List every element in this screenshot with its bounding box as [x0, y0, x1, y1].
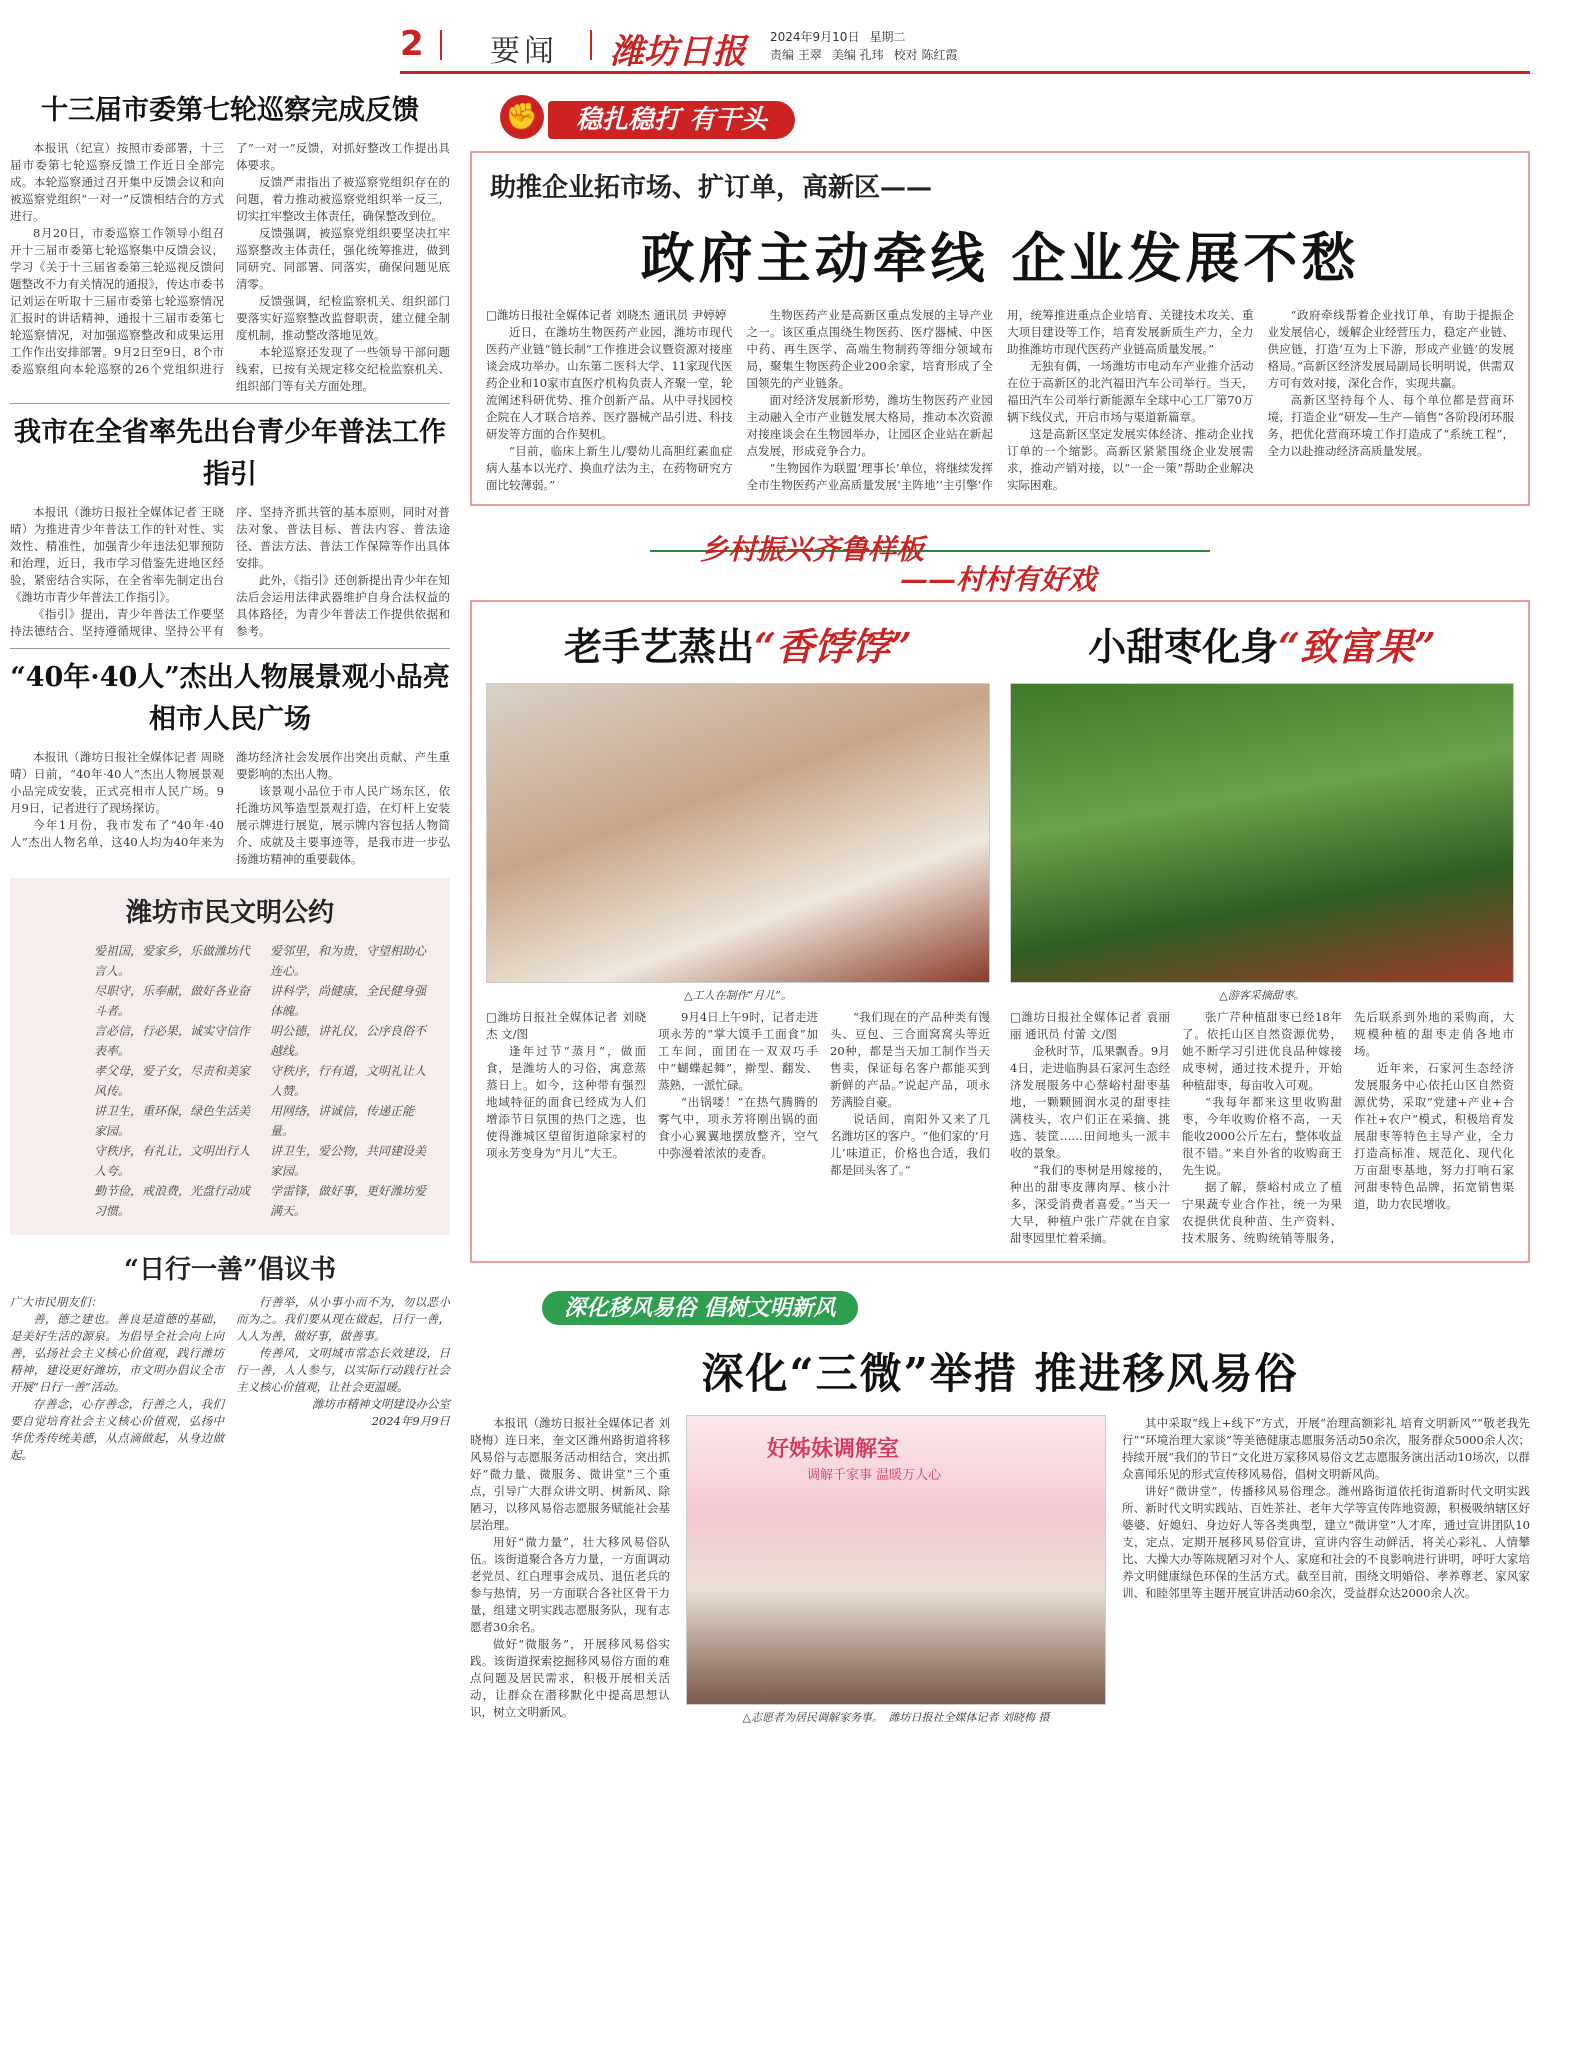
feature3-banner — [470, 1277, 1530, 1337]
pact-line: 守秩序，有礼让，文明出行人人夸。 — [94, 1144, 251, 1178]
designer-credit: 美编 孔玮 — [831, 48, 884, 62]
left-column — [10, 90, 450, 1464]
paragraph: 反馈强调，纪检监察机关、组织部门要落实好巡察整改监督职责，建立健全制度机制，推动整改落地见效。 — [236, 294, 450, 342]
paragraph: 广大市民朋友们： — [10, 1295, 102, 1309]
pact-line: 讲卫生，重环保，绿色生活美家园。 — [94, 1104, 251, 1138]
paragraph: 其中采取“线上+线下”方式，开展“治理高额彩礼 培育文明新风”“敬老我先行”“环境治理大家谈”等美德健康志愿服务活动50余次，服务群众5000余人次；持续开展“我们的节日”文化进万家移风易俗文艺志愿服务演出活动10场次，以群众喜闻乐见的形式宣传移风易俗，倡树文明新风尚。 — [1122, 1416, 1530, 1481]
pact-line: 守秩序，行有道，文明礼让人人赞。 — [270, 1064, 427, 1098]
photo-caption — [686, 1709, 1106, 1725]
headline: 政府主动牵线 企业发展不愁 — [640, 226, 1360, 290]
paragraph: 行善举，从小事小而不为，勿以恶小而为之。我们要从现在做起，日行一善，人人为善，做好事，做善事。 — [236, 1295, 450, 1343]
page-number: 2 — [400, 24, 424, 64]
masthead-divider — [590, 30, 592, 60]
paragraph: 高新区坚持每个人、每个单位都是营商环境，打造企业“研发—生产—销售”各阶段闭环服务，把优化营商环境工作打造成了“系统工程”，全力以赴推动经济高质量发展。 — [1267, 393, 1514, 458]
pact-line: 用网络，讲诚信，传递正能量。 — [270, 1104, 415, 1138]
paragraph: 反馈严肃指出了被巡察党组织存在的问题，着力推动被巡察党组织举一反三，切实扛牢整改主体责任，确保整改到位。 — [236, 175, 450, 223]
masthead-divider — [440, 30, 442, 60]
photo-credit: 潍坊日报社全媒体记者 刘晓梅 摄 — [888, 1711, 1050, 1724]
initiative-title: “日行一善”倡议书 — [124, 1255, 336, 1285]
issue-date: 2024年9月10日 — [770, 30, 860, 44]
paragraph: “我们的枣树是用嫁接的，种出的甜枣皮薄肉厚、核小汁多，深受消费者喜爱。”当天一大早，种植户张广芹就在自家甜枣园里忙着采摘。 — [1010, 1163, 1170, 1245]
feature3-photo-block — [686, 1415, 1106, 1725]
pact-line: 言必信，行必果，诚实守信作表率。 — [94, 1024, 251, 1058]
civil-pact-box — [10, 878, 450, 1235]
issue-weekday: 星期二 — [869, 30, 906, 44]
byline: □潍坊日报社全媒体记者 刘晓杰 文/图 — [486, 1010, 646, 1041]
paragraph: 善，德之建也。善良是道德的基础，是美好生活的源泉。为倡导全社会向上向善，弘扬社会主义核心价值观，践行潍坊精神，建设更好潍坊，市文明办倡议全市开展“日行一善”活动。 — [10, 1312, 224, 1394]
article-title: 十三届市委第七轮巡察完成反馈 — [41, 95, 419, 126]
paragraph: 说话间，南阳外又来了几名潍坊区的客户。“他们家的‘月儿’味道正，价格也合适，我们都是回头客了。” — [830, 1112, 990, 1177]
editor-credit: 责编 王翠 — [770, 48, 822, 62]
paragraph: 近年来，石家河生态经济发展服务中心依托山区自然资源优势，采取“党建+产业+合作社+农户”模式，积极培育发展甜枣等特色主导产业，全力打造高标准、规范化、现代化万亩甜枣基地，努力打响石家河甜枣特色品牌，拓宽销售渠道，助力农民增收。 — [1354, 1061, 1514, 1211]
paragraph: “出锅喽！”在热气腾腾的雾气中，项永芳将刚出锅的面食小心翼翼地摆放整齐，空气中弥漫着浓浓的麦香。 — [658, 1095, 818, 1160]
divider — [10, 648, 450, 649]
divider — [10, 403, 450, 404]
paragraph: 本报讯（潍坊日报社全媒体记者 王晓晴）为推进青少年普法工作的针对性、实效性、精准性，加强青少年违法犯罪预防和治理，近日，我市学习借鉴先进地区经验，紧密结合实际，在全省率先制定出台《潍坊市青少年普法工作指引》。 — [10, 505, 224, 604]
paragraph: 8月20日，市委巡察工作领导小组召开十三届市委第七轮巡察集中反馈会议，学习《关于十三届省委第三轮巡视反馈问题整改不力有关情况的通报》，传达市委书记刘运在听取十三届市委第七轮巡察情况汇报时的讲话精神，通报十三届市委第七轮巡察情况，对加强巡察整改和成果运用工作作出安排部署。9月2日至9日，8个市委巡察组向本轮巡察的26个党组织进行了“一对一”反馈，对抓好整改工作提出具体要求。 — [10, 141, 450, 376]
pact-line: 爱祖国，爱家乡，乐做潍坊代言人。 — [94, 944, 251, 978]
paper-name: 潍坊日报 — [610, 32, 746, 72]
fist-icon: ✊ — [500, 95, 544, 139]
article-body-left — [470, 1415, 670, 1725]
feature3-content — [470, 1415, 1530, 1725]
sub-article-title — [486, 616, 990, 671]
byline: □潍坊日报社全媒体记者 刘晓杰 通讯员 尹婷婷 — [486, 308, 727, 322]
paragraph: 传善风，文明城市常态长效建设，日行一善，人人参与，以实际行动践行社会主义核心价值观，让社会更温暖。 — [236, 1346, 450, 1394]
title-prefix: 老手艺蒸出 — [564, 624, 755, 669]
civil-pact-title: 潍坊市民文明公约 — [125, 898, 334, 928]
paragraph: “目前，临床上新生儿/婴幼儿高胆红素血症病人基本以光疗、换血疗法为主，在药物研究方面比较薄弱。” — [486, 444, 733, 492]
paragraph: 近日，在潍坊生物医药产业园，潍坊市现代医药产业链“链长制”工作推进会议暨资源对接座谈会成功举办。山东第二医科大学、11家现代医药企业和10家市直医疗机构负责人齐聚一堂，轮流阐述科研优势、推介创新产品、从中寻找园校企院在人才联合培养、医疗器械产品引进、科技研发等方面的合作契机。 — [486, 325, 733, 441]
sub-article-title — [1010, 616, 1514, 671]
paragraph: 9月4日上午9时，记者走进项永芳的“掌大馍手工面食”加工车间，面团在一双双巧手中“蝴蝶起舞”，擀型、翻发、蒸熟，一派忙碌。 — [658, 1010, 818, 1092]
paragraph: “生物园作为联盟‘理事长’单位，将继续发挥全市生物医药产业高质量发展‘主阵地’‘主引擎’作用，统筹推进重点企业培育、关键技术攻关、重大项目建设等工作，培育发展新质生产力，全力助推潍坊市现代医药产业链高质量发展。” — [746, 308, 1254, 492]
byline: □潍坊日报社全媒体记者 袁丽丽 通讯员 付蕾 文/图 — [1010, 1010, 1170, 1041]
paragraph: 无独有偶，一场潍坊市电动车产业推介活动在位于高新区的北汽福田汽车公司举行。当天，福田汽车公司举行新能源车全球中心工厂第70万辆下线仪式，开启市场与渠道新篇章。 — [1007, 359, 1254, 424]
paragraph: 本报讯（潍坊日报社全媒体记者 刘晓梅）连日来，奎文区潍州路街道将移风易俗与志愿服务活动相结合，突出抓好“微力量、微服务、微讲堂”三个重点，引导广大群众讲文明、树新风、除陋习，以移风易俗志愿服务赋能社会基层治理。 — [470, 1416, 670, 1532]
paragraph: “我们现在的产品种类有馒头、豆包、三合面窝窝头等近20种，都是当天加工制作当天售卖，保证每名客户都能买到新鲜的产品。”说起产品，项永芳满脸自豪。 — [830, 1010, 990, 1109]
sub-article-right — [1010, 616, 1514, 1247]
pact-line: 勤节俭，戒浪费，光盘行动成习惯。 — [94, 1184, 251, 1218]
paragraph: 该景观小品位于市人民广场东区，依托潍坊风筝造型景观打造，在灯杆上安装展示牌进行展览，展示牌内容包括人物简介、成就及主要事迹等，是我市进一步弘扬潍坊精神的重要载体。 — [236, 784, 450, 866]
paragraph: “政府牵线帮着企业找订单，有助于提振企业发展信心，缓解企业经营压力，稳定产业链、供应链，打造‘互为上下游，形成产业链’的发展格局。”高新区经济发展局副局长明明说，供需双方可有效对接，深化合作，实现共赢。 — [1267, 308, 1514, 390]
article-body — [10, 749, 450, 868]
paragraph: 讲好“微讲堂”，传播移风易俗理念。潍州路街道依托街道新时代文明实践所、新时代文明实践站、百姓茶社、老年大学等宣传阵地资源，积极吸纳辖区好婆婆、好媳妇、身边好人等各类典型，建立“微讲堂”人才库，通过宣讲团队10支，定点、定期开展移风易俗宣讲，宣讲内容生动鲜活，将关心彩礼、人情攀比、大操大办等陈规陋习对个人、家庭和社会的不良影响进行讲明，呼吁大家培养文明健康绿色环保的生活方式。截至目前，围绕文明婚俗、孝养尊老、家风家训、和睦邻里等主题开展宣讲活动60余次，受益群众达2000余人次。 — [1122, 1484, 1530, 1600]
workers-photo — [486, 683, 990, 983]
paragraph: 本轮巡察还发现了一些领导干部问题线索，已按有关规定移交纪检监察机关、组织部门等有关方面处理。 — [236, 345, 450, 393]
right-column — [470, 95, 1530, 1725]
pact-line: 爱邻里，和为贵，守望相助心连心。 — [270, 944, 427, 978]
paragraph: 据了解，蔡峪村成立了植宁果蔬专业合作社，统一为果农提供优良种苗、生产资料、技术服务、统购统销等服务，先后联系到外地的采购商，大规模种植的甜枣走俏各地市场。 — [1182, 1010, 1514, 1245]
title-highlight: “致富果” — [1278, 624, 1436, 669]
feature-banner — [470, 95, 1530, 145]
paragraph: 本报讯（潍坊日报社全媒体记者 周晓晴）日前，“40年·40人”杰出人物展景观小品完成安装，正式亮相市人民广场。9月9日，记者进行了现场探访。 — [10, 750, 224, 815]
paragraph: 今年1月份，我市发布了“40年·40人”杰出人物名单，这40人均为40年来为潍坊经济社会发展作出突出贡献、产生重要影响的杰出人物。 — [10, 750, 450, 849]
article-title: “40年·40人”杰出人物展景观小品亮相市人民广场 — [10, 662, 450, 735]
paragraph: 《指引》提出，青少年普法工作要坚持法德结合、坚持遵循规律、坚持公平有序、坚持齐抓共管的基本原则，同时对普法对象、普法目标、普法内容、普法途径、普法方法、普法工作保障等作出具体安排。 — [10, 505, 450, 638]
pact-line: 孝父母，爱子女，尽责和美家风传。 — [94, 1064, 251, 1098]
article-body — [10, 140, 450, 395]
orchard-photo — [1010, 683, 1514, 983]
photo-sign-text: 好姊妹调解室 — [767, 1436, 900, 1462]
paragraph: 面对经济发展新形势，潍坊生物医药产业园主动融入全市产业链发展大格局，推动本次资源对接座谈会在生物园举办，让园区企业站在新起点发展，形成竞争合力。 — [746, 393, 993, 458]
feature2-box — [470, 600, 1530, 1263]
section-name: 要闻 — [490, 34, 558, 69]
pact-line: 讲卫生，爱公物，共同建设美家园。 — [270, 1144, 427, 1178]
title-highlight: “香饽饽” — [754, 624, 912, 669]
initiative-signature: 潍坊市精神文明建设办公室 — [312, 1397, 450, 1411]
initiative-date: 2024年9月9日 — [371, 1414, 450, 1428]
proofreader-credit: 校对 陈红霞 — [893, 48, 958, 62]
kicker: 助推企业拓市场、扩订单，高新区—— — [490, 173, 933, 203]
article-body — [1010, 1009, 1514, 1247]
photo-caption: △游客采摘甜枣。 — [1219, 989, 1305, 1002]
paragraph: 金秋时节，瓜果飘香。9月4日，走进临朐县石家河生态经济发展服务中心蔡峪村甜枣基地，一颗颗圆润水灵的甜枣挂满枝头，农户们正在采摘、挑选、装筐……田间地头一派丰收的景象。 — [1010, 1044, 1170, 1160]
photo-caption: △工人在制作“月儿”。 — [684, 989, 792, 1002]
paragraph: 这是高新区坚定发展实体经济、推动企业找订单的一个缩影。高新区紧紧围绕企业发展需求，推动产销对接，以“一企一策”帮助企业解决实际困难。 — [1007, 427, 1254, 492]
pact-line: 讲科学，尚健康，全民健身强体魄。 — [270, 984, 427, 1018]
paragraph: 存善念，心存善念，行善之人，我们要自觉培育社会主义核心价值观，弘扬中华优秀传统美德，从点滴做起，从身边做起。 — [10, 1397, 224, 1462]
paragraph: 本报讯（纪宣）按照市委部署，十三届市委第七轮巡察反馈工作近日全部完成。本轮巡察通过召开集中反馈会议和向被巡察党组织“一对一”反馈相结合的方式进行。 — [10, 141, 224, 223]
banner-label: 稳扎稳打 有干头 — [548, 101, 795, 139]
paragraph: 反馈强调，被巡察党组织要坚决扛牢巡察整改主体责任，强化统筹推进，做到同研究、同部署、同落实，确保问题见底清零。 — [236, 226, 450, 291]
paragraph: 生物医药产业是高新区重点发展的主导产业之一。该区重点围绕生物医药、医疗器械、中医中药、再生医学、高端生物制药等细分领域布局，聚集生物医药企业200余家，培育形成了全国领先的产业链条。 — [746, 308, 993, 390]
article-body — [486, 1009, 990, 1179]
masthead-meta — [770, 28, 967, 64]
banner-main-label: 乡村振兴齐鲁样板 — [700, 533, 925, 566]
headline: 深化“三微”举措 推进移风易俗 — [701, 1349, 1299, 1398]
article-body — [10, 504, 450, 640]
paragraph: 逢年过节“蒸月”，做面食，是潍坊人的习俗，寓意蒸蒸日上。如今，这种带有强烈地域特征的面食已经成为人们增添节日氛围的热门之选，也使得潍城区望留街道除家村的项永芳变身为“月儿”大王。 — [486, 1044, 646, 1160]
civil-pact-lines — [24, 941, 436, 1221]
article-title: 我市在全省率先出台青少年普法工作指引 — [14, 417, 446, 490]
paragraph: “我每年都来这里收购甜枣，今年收购价格不高，一天能收2000公斤左右，整体收益很不错。”来自外省的收购商王先生说。 — [1182, 1095, 1342, 1177]
caption-text: △志愿者为居民调解家务事。 — [742, 1711, 878, 1724]
feature2-banner — [470, 520, 1530, 600]
paragraph: 张广芹种植甜枣已经18年了。依托山区自然资源优势，她不断学习引进优良品种嫁接成枣树，通过技术提升，开始种植甜枣，每亩收入可观。 — [1182, 1010, 1342, 1092]
masthead — [400, 24, 1530, 74]
sub-article-left — [486, 616, 990, 1247]
photo-sign-subtext: 调解千家事 温暖万人心 — [807, 1468, 942, 1483]
pact-line: 学雷锋，做好事，更好潍坊爱满天。 — [270, 1184, 427, 1218]
initiative-body — [10, 1294, 450, 1464]
article-body-right — [1122, 1415, 1530, 1725]
paragraph: 此外，《指引》还创新提出青少年在知法后会运用法律武器维护自身合法权益的具体路径，为青少年普法工作提供依据和参考。 — [236, 573, 450, 638]
pact-line: 明公德，讲礼仪，公序良俗不越线。 — [270, 1024, 427, 1058]
banner-sub-label: ——村村有好戏 — [900, 563, 1097, 596]
feature1-box — [470, 151, 1530, 506]
mediation-room-photo — [686, 1415, 1106, 1705]
paragraph: 做好“微服务”，开展移风易俗实践。该街道探索挖掘移风易俗方面的难点问题及居民需求，积极开展相关活动，让群众在潜移默化中提高思想认识，树立文明新风。 — [470, 1637, 670, 1719]
banner-label: 深化移风易俗 倡树文明新风 — [542, 1291, 858, 1325]
paragraph: 用好“微力量”，壮大移风易俗队伍。该街道聚合各方力量，一方面调动老党员、红白理事会成员、退伍老兵的参与热情，另一方面联合各社区骨干力量，组建文明实践志愿服务队，现有志愿者30余名。 — [470, 1535, 670, 1634]
title-prefix: 小甜枣化身 — [1088, 624, 1279, 669]
pact-line: 尽职守，乐奉献，做好各业奋斗者。 — [94, 984, 251, 1018]
article-body — [486, 307, 1514, 494]
